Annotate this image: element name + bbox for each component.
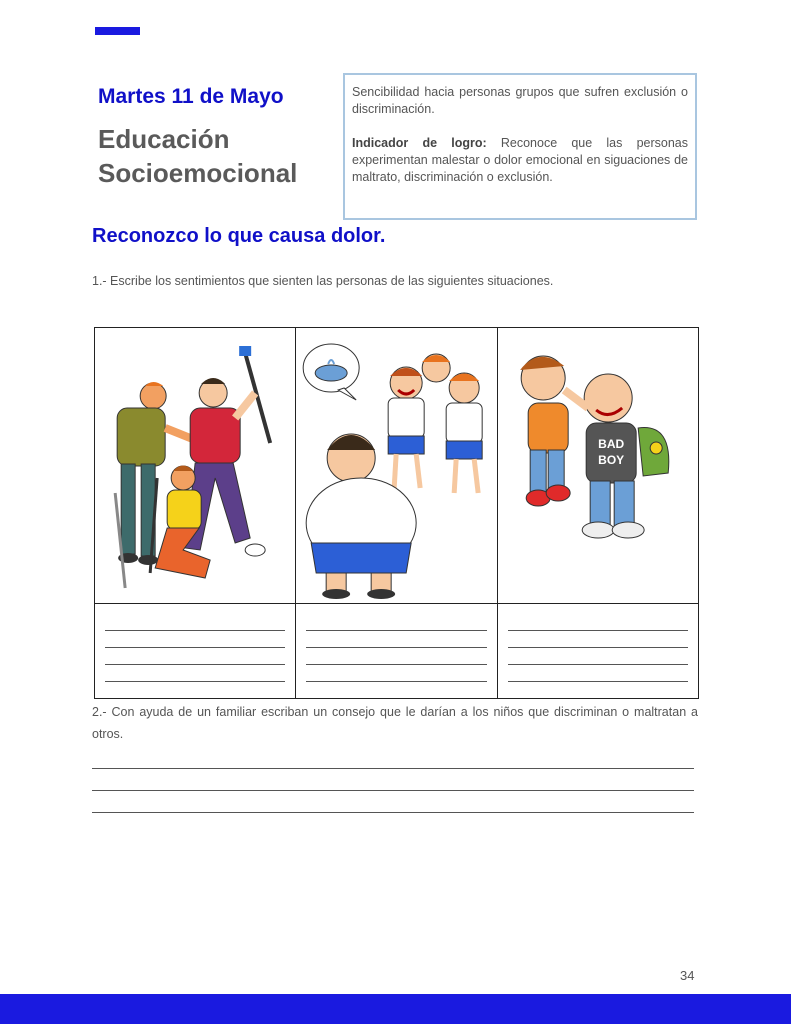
answer-line[interactable] xyxy=(508,614,688,631)
subject-title-line2: Socioemocional xyxy=(98,158,298,188)
lesson-date: Martes 11 de Mayo xyxy=(98,85,284,108)
learning-objective-text: Sencibilidad hacia personas grupos que sufren exclusión o discriminación. xyxy=(352,85,688,116)
situation-image-2 xyxy=(296,328,497,604)
answer-line[interactable] xyxy=(306,614,486,631)
situation-image-1 xyxy=(95,328,296,604)
advice-line[interactable] xyxy=(92,790,694,791)
answer-line[interactable] xyxy=(105,665,285,682)
learning-objective-box xyxy=(343,73,697,220)
shirt-text-2: BOY xyxy=(597,453,624,467)
answer-line[interactable] xyxy=(105,631,285,648)
achievement-indicator xyxy=(352,135,688,186)
achievement-indicator-text: Reconoce que las personas experimentan malestar o dolor emocional en siguaciones de maltrato, discriminación o exclusión. xyxy=(352,136,688,184)
shirt-text-1: BAD xyxy=(597,437,624,451)
question-2: 2.- Con ayuda de un familiar escriban un consejo que le darían a los niños que discriminan o maltratan a otros. xyxy=(92,705,698,741)
answer-area-2[interactable] xyxy=(296,604,497,699)
top-accent-bar xyxy=(95,27,140,35)
bullying-crutches-illustration-icon xyxy=(95,328,295,603)
answer-line[interactable] xyxy=(105,614,285,631)
answer-line[interactable] xyxy=(105,648,285,665)
answer-area-3[interactable] xyxy=(497,604,698,699)
answer-line[interactable] xyxy=(508,665,688,682)
answer-line[interactable] xyxy=(306,665,486,682)
situations-table xyxy=(94,327,699,699)
page-number: 34 xyxy=(680,968,695,983)
answer-line[interactable] xyxy=(508,631,688,648)
question-1: 1.- Escribe los sentimientos que sienten las personas de las siguientes situaciones. xyxy=(92,274,554,288)
advice-line[interactable] xyxy=(92,812,694,813)
situation-image-3 xyxy=(497,328,698,604)
section-title: Reconozco lo que causa dolor. xyxy=(92,225,386,247)
answer-line[interactable] xyxy=(306,631,486,648)
subject-title-line1: Educación xyxy=(98,124,230,154)
achievement-indicator-label: Indicador de logro: xyxy=(352,136,487,150)
bully-pulling-ear-illustration-icon xyxy=(498,328,698,603)
teasing-overweight-child-illustration-icon xyxy=(296,328,496,603)
advice-line[interactable] xyxy=(92,768,694,769)
answer-line[interactable] xyxy=(508,648,688,665)
subject-title xyxy=(98,122,297,190)
bottom-accent-bar xyxy=(0,994,791,1024)
answer-area-1[interactable] xyxy=(95,604,296,699)
answer-line[interactable] xyxy=(306,648,486,665)
